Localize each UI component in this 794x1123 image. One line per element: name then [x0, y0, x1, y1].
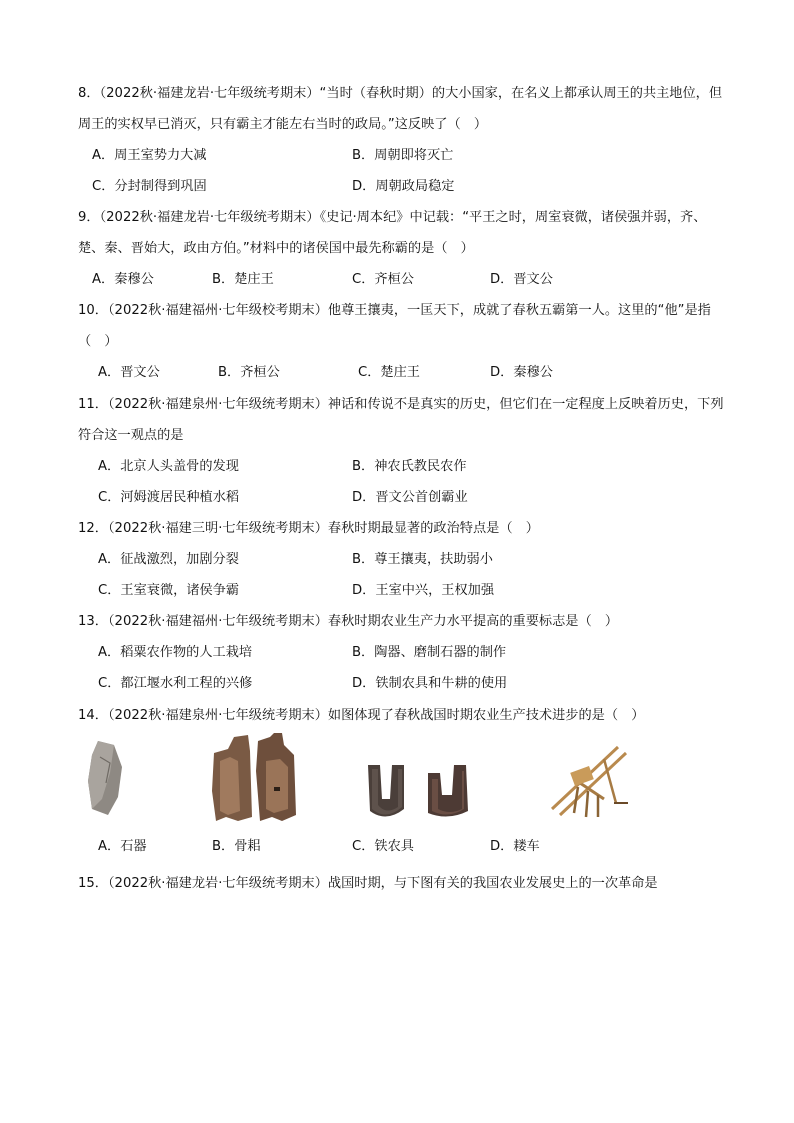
option-b[interactable]: B．陶器、磨制石器的制作: [352, 645, 507, 660]
question-15: [78, 868, 728, 899]
question-14: [78, 700, 728, 862]
option-a[interactable]: A．周王室势力大减: [92, 148, 207, 163]
option-b[interactable]: B．周朝即将灭亡: [352, 148, 454, 163]
options-row: [78, 357, 728, 388]
option-b[interactable]: B．齐桓公: [218, 365, 280, 380]
option-c[interactable]: C．王室衰微，诸侯争霸: [98, 583, 240, 598]
options-row: [78, 668, 728, 699]
option-d[interactable]: D．铁制农具和牛耕的使用: [352, 676, 508, 691]
options-row: [78, 831, 728, 862]
question-stem: 13．（2022秋·福建福州·七年级统考期末）春秋时期农业生产力水平提高的重要标志是（ ）: [78, 614, 619, 629]
question-stem: 14．（2022秋·福建泉州·七年级统考期末）如图体现了春秋战国时期农业生产技术进步的是（ ）: [78, 708, 645, 723]
option-c[interactable]: C．齐桓公: [352, 272, 414, 287]
option-a[interactable]: A．石器: [98, 839, 147, 854]
option-d[interactable]: D．王室中兴，王权加强: [352, 583, 495, 598]
option-b[interactable]: B．神农氏教民农作: [352, 459, 467, 474]
option-b[interactable]: B．骨耜: [212, 839, 261, 854]
option-a[interactable]: A．征战激烈，加剧分裂: [98, 552, 239, 567]
option-b[interactable]: B．尊王攘夷，扶助弱小: [352, 552, 493, 567]
question-10: [78, 295, 728, 388]
option-a[interactable]: A．晋文公: [98, 365, 160, 380]
option-b[interactable]: B．楚庄王: [212, 272, 274, 287]
figure-row: [78, 731, 728, 831]
options-row: [78, 451, 728, 482]
question-12: [78, 513, 728, 606]
option-c[interactable]: C．都江堰水利工程的兴修: [98, 676, 253, 691]
option-c[interactable]: C．分封制得到巩固: [92, 179, 207, 194]
question-stem: 9．（2022秋·福建龙岩·七年级统考期末）《史记·周本纪》中记载：“平王之时，周室衰微，诸侯强并弱，齐、楚、秦、晋始大，政由方伯。”材料中的诸侯国中最先称霸的是（ ）: [78, 210, 707, 256]
question-stem: 11．（2022秋·福建泉州·七年级统考期末）神话和传说不是真实的历史，但它们在一定程度上反映着历史，下列符合这一观点的是: [78, 397, 724, 443]
options-row: [78, 264, 728, 295]
option-d[interactable]: D．耧车: [490, 839, 540, 854]
options-row: [78, 575, 728, 606]
options-row: [78, 637, 728, 668]
option-c[interactable]: C．河姆渡居民种植水稻: [98, 490, 240, 505]
question-stem: 15．（2022秋·福建龙岩·七年级统考期末）战国时期，与下图有关的我国农业发展史上的一次革命是: [78, 876, 658, 891]
question-stem: 10．（2022秋·福建福州·七年级校考期末）他尊王攘夷，一匡天下，成就了春秋五霸第一人。这里的“他”是指（ ）: [78, 303, 711, 349]
iron-tools-image: [364, 761, 490, 823]
question-9: [78, 202, 728, 295]
options-row: [78, 171, 728, 202]
options-row: [78, 140, 728, 171]
question-stem: 12．（2022秋·福建三明·七年级统考期末）春秋时期最显著的政治特点是（ ）: [78, 521, 539, 536]
option-c[interactable]: C．铁农具: [352, 839, 414, 854]
question-11: [78, 389, 728, 513]
option-d[interactable]: D．晋文公: [490, 272, 553, 287]
bone-spade-image: [208, 731, 300, 825]
question-8: [78, 78, 728, 202]
option-c[interactable]: C．楚庄王: [358, 365, 420, 380]
option-d[interactable]: D．周朝政局稳定: [352, 179, 455, 194]
options-row: [78, 544, 728, 575]
option-a[interactable]: A．稻粟农作物的人工栽培: [98, 645, 253, 660]
option-a[interactable]: A．秦穆公: [92, 272, 154, 287]
option-d[interactable]: D．秦穆公: [490, 365, 553, 380]
option-a[interactable]: A．北京人头盖骨的发现: [98, 459, 239, 474]
options-row: [78, 482, 728, 513]
seed-drill-image: [544, 739, 632, 821]
question-stem: 8．（2022秋·福建龙岩·七年级统考期末）“当时（春秋时期）的大小国家，在名义上都承认周王的共主地位，但周王的实权早已消灭，只有霸主才能左右当时的政局。”这反映了（ ）: [78, 86, 723, 132]
stone-tool-image: [84, 737, 126, 819]
option-d[interactable]: D．晋文公首创霸业: [352, 490, 468, 505]
question-13: [78, 606, 728, 699]
